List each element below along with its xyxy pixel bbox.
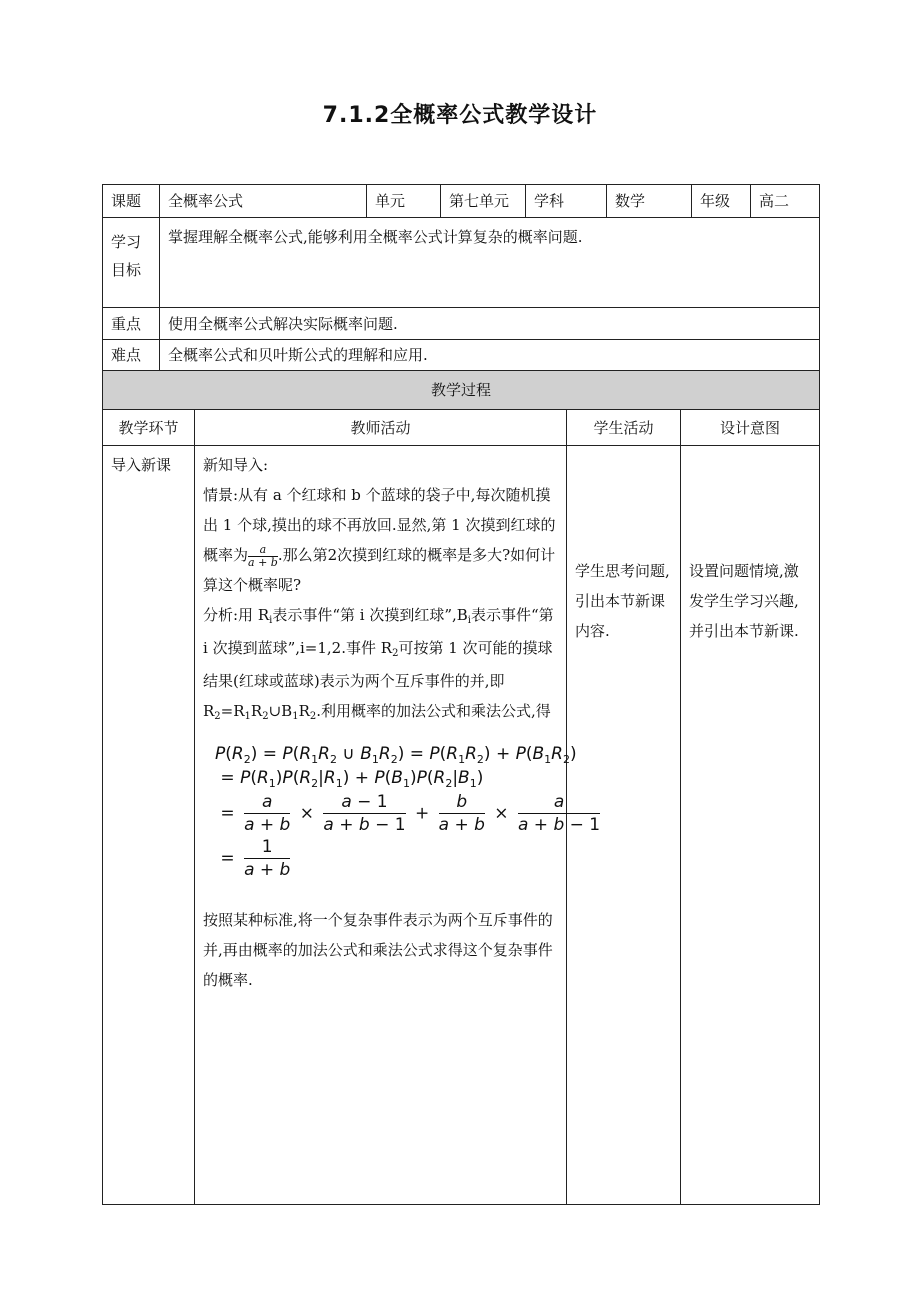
info-table xyxy=(102,184,820,371)
col-stage-header: 教学环节 xyxy=(103,410,195,446)
process-table xyxy=(102,370,820,1205)
scenario-text: 情景:从有 a 个红球和 b 个蓝球的袋子中,每次随机摸出 1 个球,摸出的球不再放回.显然,第 1 次摸到红球的概率为 $\frac{a}{a + b}$ .那么第2次摸到红球的概率是多大?如何计算这个概率呢? xyxy=(203,486,556,594)
intro-text: 新知导入: xyxy=(203,456,269,474)
key-label: 重点 xyxy=(103,308,160,340)
subject-value: 数学 xyxy=(607,185,692,218)
formula-block: $P(R_2) = P(R_1R_2$ ∪ $B_1R_2) = P(R_1R_2) + P(B_1R_2)$ = $P(R_1)P(R_2|R_1) + P(B_1)P(R_2|B_1)$ = $\frac{a}{a + b}$ × $\frac{a - 1}{a + b - 1}$ + $\frac{b}{a + b}$ × $\frac{a}{a + b - 1}$ = $\frac{1}{a + b}$ xyxy=(215,744,601,880)
teacher-activity-cell xyxy=(195,446,601,1205)
goal-label-line1: 学习 xyxy=(111,233,142,251)
unit-label: 单元 xyxy=(367,185,441,218)
topic-value: 全概率公式 xyxy=(160,185,367,218)
topic-label: 课题 xyxy=(103,185,160,218)
stage-cell: 导入新课 xyxy=(103,446,195,1205)
col-student-header: 学生活动 xyxy=(567,410,681,446)
col-teacher-header: 教师活动 xyxy=(195,410,567,446)
grade-value: 高二 xyxy=(751,185,820,218)
conclusion-text: 按照某种标准,将一个复杂事件表示为两个互斥事件的并,再由概率的加法公式和乘法公式求得这个复杂事件的概率. xyxy=(203,911,553,989)
key-value: 使用全概率公式解决实际概率问题. xyxy=(160,308,820,340)
col-design-header: 设计意图 xyxy=(681,410,820,446)
analysis-text: 分析:用 $R_i$表示事件“第 i 次摸到红球$”,B_i$表示事件“第 i 次摸到蓝球”,i=1,2.事件 $R_2$可按第 1 次可能的摸球结果(红球或蓝球)表示为两个互斥事件的并,即 $R_2=R_1R_2\cup B_1R_2$.利用概率的加法公式和乘法公式,得 xyxy=(203,606,554,722)
goal-value: 掌握理解全概率公式,能够利用全概率公式计算复杂的概率问题. xyxy=(160,218,820,308)
fraction-a-over-ab: $\frac{a}{a + b}$ xyxy=(248,542,278,569)
subject-label: 学科 xyxy=(526,185,607,218)
hard-label: 难点 xyxy=(103,340,160,371)
process-header: 教学过程 xyxy=(103,371,820,410)
grade-label: 年级 xyxy=(692,185,751,218)
goal-label xyxy=(103,218,160,308)
goal-label-line2: 目标 xyxy=(111,261,142,279)
page-title: 7.1.2全概率公式教学设计 xyxy=(322,103,598,128)
student-activity-cell: 学生思考问题,引出本节新课内容. xyxy=(567,446,681,1205)
hard-value: 全概率公式和贝叶斯公式的理解和应用. xyxy=(160,340,820,371)
design-intent-cell: 设置问题情境,激发学生学习兴趣,并引出本节新课. xyxy=(681,446,820,1205)
unit-value: 第七单元 xyxy=(441,185,526,218)
